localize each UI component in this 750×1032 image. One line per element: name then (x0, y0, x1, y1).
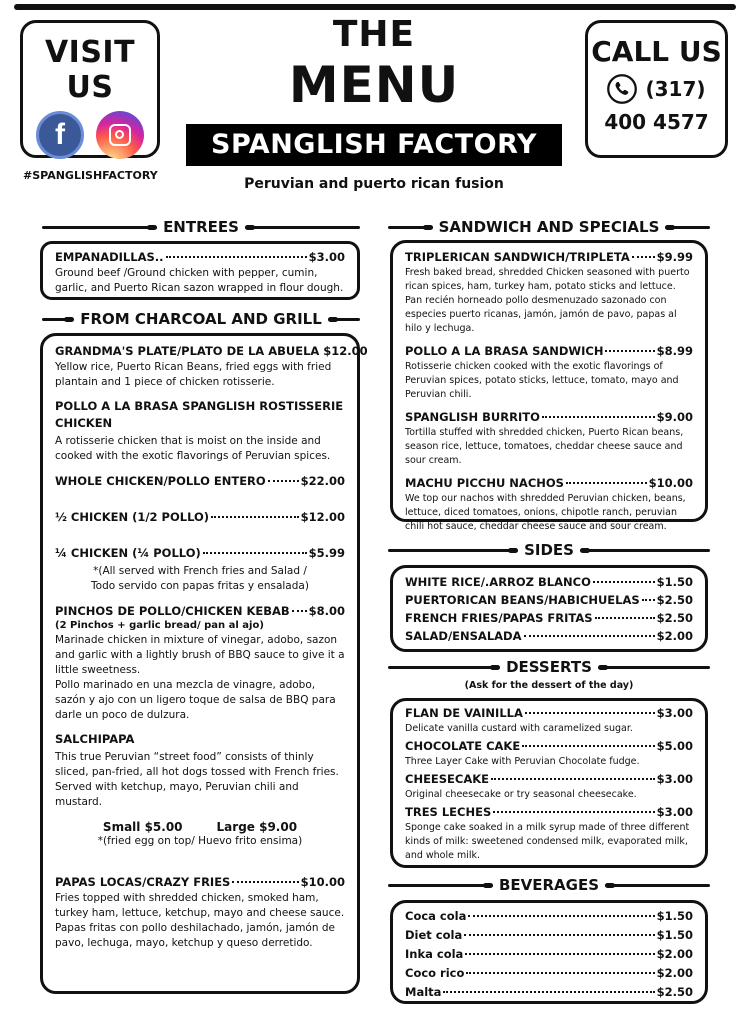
beverages-box (390, 900, 708, 1004)
menu-item-white-rice: WHITE RICE/.ARROZ BLANCO $1.50 (405, 575, 693, 589)
menu-item-empanadillas: EMPANADILLAS.. $3.00 (55, 250, 345, 264)
desserts-heading: DESSERTS (388, 658, 710, 676)
hashtag: #SPANGLISHFACTORY (23, 169, 158, 182)
phone-icon (607, 74, 637, 104)
visit-us-box (20, 20, 160, 182)
title-menu: MENU (288, 56, 460, 114)
phone-area-code: (317) (645, 77, 706, 101)
menu-item-half-chicken: ½ CHICKEN (1/2 POLLO) $12.00 (55, 510, 345, 524)
menu-item-salchipapa: SALCHIPAPA (55, 732, 135, 746)
menu-item-cheesecake: CHEESECAKE $3.00 (405, 772, 693, 786)
menu-item-whole-chicken: WHOLE CHICKEN/POLLO ENTERO $22.00 (55, 474, 345, 488)
menu-item-salad: SALAD/ENSALADA $2.00 (405, 629, 693, 643)
desserts-box: FLAN DE VAINILLA $3.00 Delicate vanilla custard with caramelized sugar. CHOCOLATE CAKE $5.00 Three Layer Cake with Peruvian Chocolate fudge. CHEESECAKE $3.00 Original cheesecake or try seasonal cheesecake. TRES LECHES $3.00 Sponge cake soaked in a milk syrup made of three different kinds of milk: sweetened condensed milk, evaporated milk, and whole milk. (390, 698, 708, 868)
menu-item-pinchos: PINCHOS DE POLLO/CHICKEN KEBAB $8.00 (55, 604, 345, 618)
brand-banner: SPANGLISH FACTORY (186, 124, 562, 166)
menu-item-coca-cola: Coca cola $1.50 (405, 909, 693, 923)
charcoal-box: GRANDMA'S PLATE/PLATO DE LA ABUELA $12.00 Yellow rice, Puerto Rican Beans, fried eggs with fried plantain and 1 piece of chicken rotisserie. POLLO A LA BRASA SPANGLISH ROSTISSERIE CHICKEN A rotisserie chicken that is moist on the inside and cooked with the exotic flavorings of Peruvian spices. WHOLE CHICKEN/POLLO ENTERO $22.00 ½ CHICKEN (1/2 POLLO) $12.00 ¼ CHICKEN (¼ POLLO) $5.99 *(All served with French fries and Salad / Todo servido con papas fritas y ensalada) PINCHOS DE POLLO/CHICKEN KEBAB $8.00 (2 Pinchos + garlic bread/ pan al ajo) Marinade chicken in mixture of vinegar, adobo, sazon and garlic with a lightly brush of BBQ sauce to give it a little sweetness. Pollo marinado en una mezcla de vinagre, adobo, sazón y ajo con un ligero toque de salsa de BBQ para darle un poco de dulzura. SALCHIPAPA This true Peruvian “street food” consists of thinly sliced, pan-fried, all hot dogs tossed with French fries. Served with ketchup, mayo, Peruvian chili and mustard. Small $5.00 Large $9.00 *(fried egg on top/ Huevo frito ensima) PAPAS LOCAS/CRAZY FRIES $10.00 Fries topped with shredded chicken, smoked ham, turkey ham, lettuce, ketchup, mayo and cheese sauce. Papas fritas con pollo deshilachado, jamón, jamón de pavo, lechuga, mayo, ketchup y queso derretido. (40, 333, 360, 994)
menu-item-quarter-chicken: ¼ CHICKEN (¼ POLLO) $5.99 (55, 546, 345, 560)
served-note: *(All served with French fries and Salad / Todo servido con papas fritas y ensalada) (91, 565, 309, 592)
menu-item-inka-cola: Inka cola $2.00 (405, 947, 693, 961)
visit-us-title: VISIT US (44, 35, 136, 105)
salchipapa-sizes: Small $5.00 Large $9.00 (102, 820, 298, 834)
menu-item-diet-cola: Diet cola $1.50 (405, 928, 693, 942)
menu-item-tres-leches: TRES LECHES $3.00 (405, 805, 693, 819)
facebook-icon[interactable]: f (36, 111, 84, 159)
menu-item-malta: Malta $2.50 (405, 985, 693, 999)
menu-item-coco-rico: Coco rico $2.00 (405, 966, 693, 980)
phone-number: 400 4577 (604, 110, 709, 134)
instagram-icon[interactable] (96, 111, 144, 159)
sides-heading: SIDES (388, 541, 710, 559)
call-us-title: CALL US (591, 35, 722, 68)
menu-item-nachos: MACHU PICCHU NACHOS $10.00 (405, 476, 693, 490)
call-us-box (585, 20, 728, 158)
sandwich-heading: SANDWICH AND SPECIALS (388, 218, 710, 236)
dessert-of-day-note: (Ask for the dessert of the day) (464, 680, 634, 691)
title-the: THE (332, 14, 416, 55)
beverages-heading: BEVERAGES (388, 876, 710, 894)
menu-item-triplerican: TRIPLERICAN SANDWICH/TRIPLETA $9.99 (405, 250, 693, 264)
tagline: Peruvian and puerto rican fusion (244, 176, 504, 192)
entrees-heading: ENTREES (42, 218, 360, 236)
sides-box (390, 565, 708, 652)
menu-item-burrito: SPANGLISH BURRITO $9.00 (405, 410, 693, 424)
menu-item-flan: FLAN DE VAINILLA $3.00 (405, 706, 693, 720)
pollo-a-la-brasa-heading: POLLO A LA BRASA SPANGLISH ROSTISSERIE CHICKEN (55, 399, 344, 430)
social-icons (23, 111, 157, 159)
menu-item-french-fries: FRENCH FRIES/PAPAS FRITAS $2.50 (405, 611, 693, 625)
menu-item-beans: PUERTORICAN BEANS/HABICHUELAS $2.50 (405, 593, 693, 607)
menu-item-grandma-plate: GRANDMA'S PLATE/PLATO DE LA ABUELA $12.00 (55, 344, 368, 358)
menu-item-pollo-sandwich: POLLO A LA BRASA SANDWICH $8.99 (405, 344, 693, 358)
entrees-box: EMPANADILLAS.. $3.00 Ground beef /Ground chicken with pepper, cumin, garlic, and Puerto Rican sazon wrapped in flour dough. (40, 241, 360, 300)
top-border-rule (14, 4, 736, 10)
menu-item-papas-locas: PAPAS LOCAS/CRAZY FRIES $10.00 (55, 875, 345, 889)
sandwich-box: TRIPLERICAN SANDWICH/TRIPLETA $9.99 Fresh baked bread, shredded Chicken seasoned with puerto rican spices, ham, turkey ham, potato sticks and lettuce. Pan recién horneado pollo desmenuzado sazonado con especies puerto ricanas, jamón, jamón de pavo, papas al hilo y lechuga. POLLO A LA BRASA SANDWICH $8.99 Rotisserie chicken cooked with the exotic flavorings of Peruvian spices, potato sticks, lettuce, tomato, mayo and Peruvian chili. SPANGLISH BURRITO $9.00 Tortilla stuffed with shredded chicken, Puerto Rican beans, season rice, lettuce, tomatoes, cheddar cheese sauce and sour cream. MACHU PICCHU NACHOS $10.00 We top our nachos with shredded Peruvian chicken, beans, lettuce, diced tomatoes, onions, chipotle ranch, peruvian chili hot sauce, cheddar cheese sauce and sour cream. (390, 240, 708, 522)
charcoal-heading: FROM CHARCOAL AND GRILL (42, 310, 360, 328)
menu-item-chocolate-cake: CHOCOLATE CAKE $5.00 (405, 739, 693, 753)
